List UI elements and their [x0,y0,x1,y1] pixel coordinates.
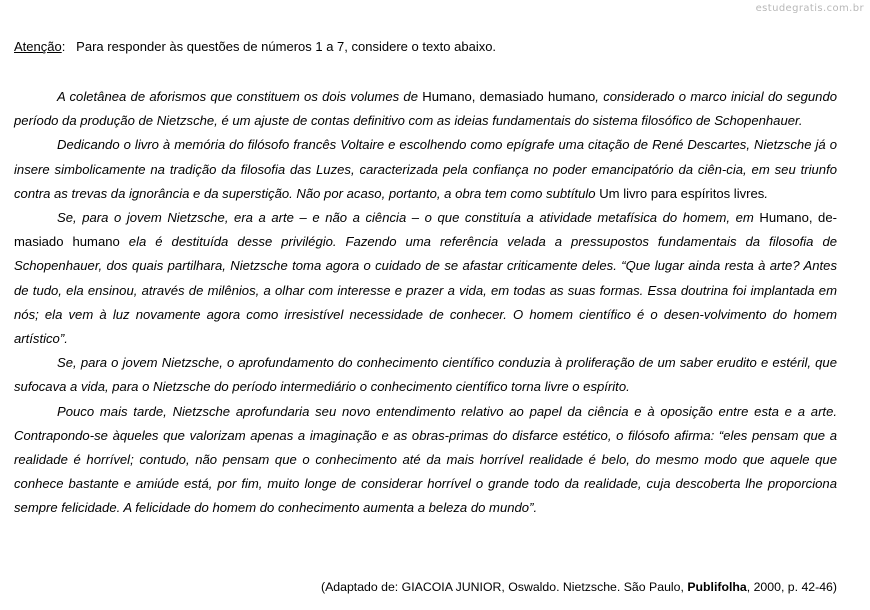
attention-label: Atenção [14,39,62,54]
paragraph-3 [14,206,837,351]
paragraph-3-text-c: ela é destituída desse privilégio. Fazendo uma referência velada a pressupostos fundamentais da filosofia de Schopenhauer, dos quais partilhara, Nietzsche toma agora o cuidado de se afastar criticamente deles. “Que lugar ainda resta à arte? Antes de tudo, ela ensinou, através de milênios, a olhar com interesse e prazer a vida, em todas as suas formas. Essa doutrina foi implantada em nós; ela vem à luz novamente agora como irresistível necessidade de conhecer. O homem científico é o desen-volvimento do homem artístico”. [14,234,838,347]
paragraph-3-text-a: Se, para o jovem Nietzsche, era a arte – e não a ciência – o que constituía a atividade metafísica do homem, em [57,210,760,226]
citation-text-c: , 2000, p. 42-46) [746,580,837,594]
paragraph-5: Pouco mais tarde, Nietzsche aprofundaria seu novo entendimento relativo ao papel da ciência e à oposição entre esta e a arte. Contrapondo-se àqueles que valorizam apenas a imaginação e as obras-primas do disfarce estético, o filósofo afirma: “eles pensam que a realidade é horrível; contudo, não pensam que o conhecimento até da mais horrível realidade é belo, do mesmo modo que aquele que conhece bastante e amiúde está, por fim, muito longe de considerar horrível o grande todo da realidade, cuja descoberta lhe proporciona sempre felicidade. A felicidade do homem do conhecimento aumenta a beleza do mundo”. [14,403,837,516]
citation-text-a: (Adaptado de: GIACOIA JUNIOR, Oswaldo. Nietzsche. São Paulo, [320,580,688,594]
paragraph-4: Se, para o jovem Nietzsche, o aprofundamento do conhecimento científico conduzia à proliferação de um saber erudito e estéril, que sufocava a vida, para o Nietzsche do período intermediário o conhecimento científico torna livre o espírito. [14,355,837,395]
book-title-humano-2: Humano, de-masiado humano [14,210,837,250]
paragraph-2 [14,133,837,206]
book-subtitle: Um livro para espíritos livres [599,185,765,201]
paragraph-1-text-a: A coletânea de aforismos que constituem os dois volumes de [57,89,423,104]
attention-colon: : [61,39,66,54]
book-title-humano: Humano, demasiado humano [422,89,596,104]
attention-text: Para responder às questões de números 1 a 7, considere o texto abaixo. [76,39,497,54]
paragraph-1-text-c: , considerado o marco inicial do segundo período da produção de Nietzsche, é um ajuste de contas definitivo com as ideias fundamentais do sistema filosófico de Schopenhauer. [14,89,838,129]
reading-passage [14,85,837,521]
citation-publisher: Publifolha [687,580,747,594]
paragraph-2-text-a: Dedicando o livro à memória do filósofo francês Voltaire e escolhendo como epígrafe uma citação de René Descartes, Nietzsche já o insere simbolicamente na tradição da filosofia das Luzes, caracterizada pela confiança no poder emancipatório da ciên-cia, em seu triunfo contra as trevas da ignorância e da superstição. Não por acaso, portanto, a obra tem como subtítulo [14,137,837,201]
site-watermark: estudegratis.com.br [755,3,864,14]
source-citation [321,578,837,596]
paragraph-2-text-c: . [764,185,768,201]
paragraph-1 [14,85,837,133]
attention-instruction [14,38,496,56]
